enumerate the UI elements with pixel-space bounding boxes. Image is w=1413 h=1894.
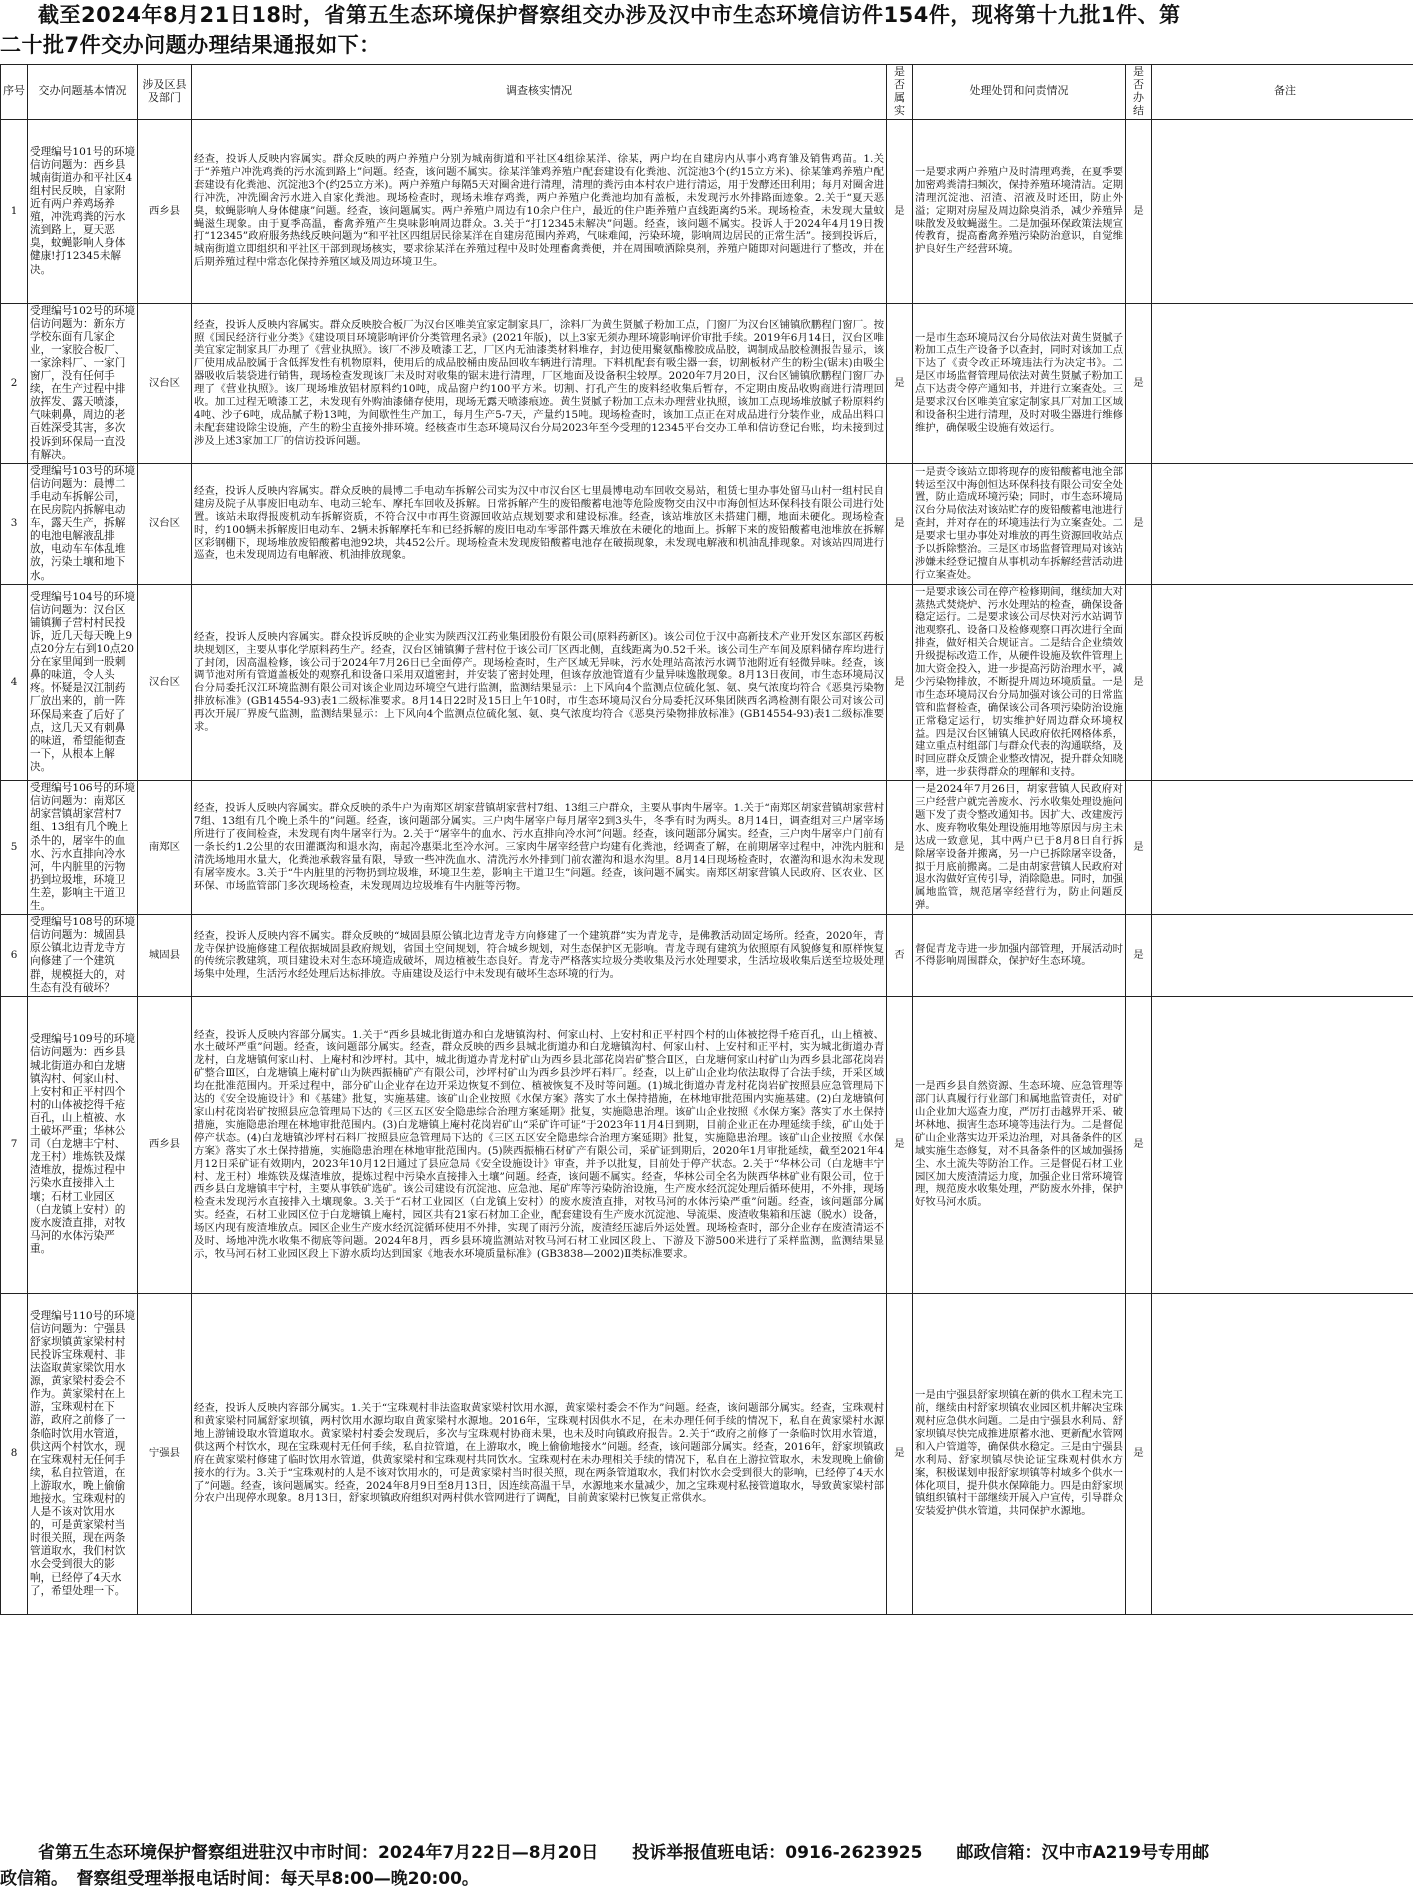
cell-district: 汉台区 — [138, 303, 192, 463]
col-header-no: 序号 — [1, 65, 28, 120]
cell-no: 5 — [1, 781, 28, 915]
cell-handling: 一是由宁强县舒家坝镇在新的供水工程未完工前，继续由村舒家坝镇农业园区机井解决宝珠观村应急供水问题。二是由宁强县水利局、舒家坝镇尽快完成推进原蓄水池、更新配水管网和入户管道等，确保供水稳定。三是由宁强县水利局、舒家坝镇尽快论证宝珠观村供水方案，积极谋划申报舒家坝镇等村域多个供水一体化项目，提升供水保障能力。四是由舒家坝镇组织镇村干部继续开展入户宣传，引导群众安装爱护供水管道，共同保护水源地。 — [913, 1293, 1126, 1614]
cell-handling: 一是市生态环境局汉台分局依法对黄生贤腻子粉加工点生产设备予以查封，同时对该加工点下达了《责令改正环境违法行为决定书》。二是区市场监督管理局依法对黄生贤腻子粉加工点下达责令停产通知书，并进行立案查处。三是要求汉台区唯美宜家定制家具厂对加工区域和设备积尘进行清理，及时对吸尘器进行维修维护，确保吸尘设施有效运行。 — [913, 303, 1126, 463]
cell-is-true: 是 — [887, 584, 913, 781]
cell-handling: 一是2024年7月26日，胡家营镇人民政府对三户经营户就完善废水、污水收集处理设施问题下发了责令整改通知书。因扩大、改建废污水、废弃物收集处理设施用地等原因与房主未达成一致意见，其中两户已于8月8日自行拆除屠宰设备并搬离，另一户已拆除屠宰设备，拟于月底前搬离。二是由胡家营镇人民政府对退水沟做好宣传引导，消除隐患。同时，加强属地监管，规范屠宰经营行为，防止问题反弹。 — [913, 781, 1126, 915]
cell-done: 是 — [1126, 463, 1152, 584]
col-header-result: 调查核实情况 — [192, 65, 887, 120]
cell-basic: 受理编号106号的环境信访问题为：南郑区胡家营镇胡家营村7组、13组有几个晚上杀牛的，屠宰牛的血水、污水直排向冷水河，牛内脏里的污物扔到垃圾堆，环境卫生差，影响主干道卫生。 — [28, 781, 138, 915]
cell-is-true: 否 — [887, 915, 913, 997]
cell-district: 西乡县 — [138, 119, 192, 303]
cell-district: 西乡县 — [138, 996, 192, 1293]
cell-no: 7 — [1, 996, 28, 1293]
cell-basic: 受理编号109号的环境信访问题为：西乡县城北街道办和白龙塘镇沟村、何家山村、上安村和正平村四个村的山体被挖得千疮百孔，山上植被、水土破坏严重；华林公司（白龙塘丰宁村、龙王村）堆炼铁及煤渣堆放，提炼过程中污染水直接排入土壤；石材工业园区（白龙镇上安村）的废水废渣直排，对牧马河的水体污染严重。 — [28, 996, 138, 1293]
cell-is-true: 是 — [887, 781, 913, 915]
cell-done: 是 — [1126, 996, 1152, 1293]
cell-handling: 一是西乡县自然资源、生态环境、应急管理等部门认真履行行业部门和属地监管责任，对矿山企业加大巡查力度，严厉打击越界开采、破坏林地、损害生态环境等违法行为。二是督促矿山企业落实边开采边治理，对具备条件的区域实施生态修复，对不具备条件的区域加强扬尘、水土流失等防治工作。三是督促石材工业园区加大废渣清运力度，加强企业日常环境管理，规范废水收集处理，严防废水外排，保护好牧马河水质。 — [913, 996, 1126, 1293]
cell-done: 是 — [1126, 119, 1152, 303]
cell-result: 经查，投诉人反映内容不属实。群众反映的“城固县原公镇北边青龙寺方向修建了一个建筑群”实为青龙寺，是佛教活动固定场所。经查，2020年，青龙寺保护设施修建工程依据城固县政府规划，省国土空间规划，符合城乡规划，对生态保护区无影响。青龙寺现有建筑为依照原有风貌修复和原样恢复的传统宗教建筑，项目建设未对生态环境造成破坏，周边植被生态良好。青龙寺严格落实垃圾分类收集及污水处理要求，生活垃圾收集后送至垃圾处理场集中处理，生活污水经处理后达标排放。寺庙建设及运行中未发现有破坏生态环境的行为。 — [192, 915, 887, 997]
cell-result: 经查，投诉人反映内容属实。群众反映的杀牛户为南郑区胡家营镇胡家营村7组、13组三户群众，主要从事肉牛屠宰。1.关于“南郑区胡家营镇胡家营村7组、13组有几个晚上杀牛的”问题。经查，该问题部分属实。三户肉牛屠宰户每月屠宰2到3头牛，冬季有时为两头。8月14日，调查组对三户屠宰场所进行了夜间检查，未发现有肉牛屠宰行为。2.关于“屠宰牛的血水、污水直排向冷水河”问题。经查，该问题部分属实。经查，三户肉牛屠宰户门前有一条长约1.2公里的农田灌溉沟和退水沟，南起冷惠渠北至冷水河。三家肉牛屠宰经营户均建有化粪池，经调查了解，在前期屠宰过程中，冲洗内脏和清洗场地用水量大，化粪池承载容量有限，导致一些冲洗血水、清洗污水外排到门前农灌沟和退水沟里。8月14日现场检查时，农灌沟和退水沟未发现有屠宰废水。3.关于“牛内脏里的污物扔到垃圾堆，环境卫生差，影响主干道卫生”问题。经查，该问题不属实。南郑区胡家营镇人民政府、区农业、区环保、市场监管部门多次现场检查，未发现周边垃圾堆有牛内脏等污物。 — [192, 781, 887, 915]
cell-remark — [1152, 119, 1413, 303]
cell-result: 经查，投诉人反映内容属实。群众反映胶合板厂为汉台区唯美宜家定制家具厂，涂料厂为黄生贤腻子粉加工点，门窗厂为汉台区铺镇欣鹏程门窗厂。按照《国民经济行业分类》《建设项目环境影响评价分类管理名录》(2021年版)，以上3家无须办理环境影响评价审批手续。2019年6月14日，汉台区唯美宜家定制家具厂办理了《营业执照》。该厂不涉及喷漆工艺，厂区内无油漆类材料堆存，封边使用聚氨酯橡胶成品胶，调制成品胶检测报告显示，该厂使用成品胶属于含低挥发性有机物原料，使用后的成品胶桶由废品回收车辆进行清理。下料机配套有吸尘器一套，切割板材产生的粉尘(锯末)由吸尘器吸收后装袋进行销售，现场检查发现该厂未及时对收集的锯末进行清理，厂区地面及设备积尘较厚。2020年7月20日，汉台区铺镇欣鹏程门窗厂办理了《营业执照》。该厂现场堆放铝材原料约10吨，成品窗户约100平方米。切割、打孔产生的废料经收集后暂存，不定期由废品收购商进行清理回收。加工过程无喷漆工艺，未发现有外购油漆储存使用，现场无露天喷漆痕迹。黄生贤腻子粉加工点未办理营业执照，该加工点现场堆放腻子粉原料约4吨、沙子6吨，成品腻子粉13吨，为间歇性生产加工，每月生产5-7天，产量约15吨。现场检查时，该加工点正在对成品进行分装作业，成品出料口未配套建设除尘设施，产生的粉尘直接外排环境。经核查市生态环境局汉台分局2023年至今受理的12345平台交办工单和信访登记台账，均未接到过涉及上述3家加工厂的信访投诉问题。 — [192, 303, 887, 463]
cell-basic: 受理编号108号的环境信访问题为：城固县原公镇北边青龙寺方向修建了一个建筑群，规模挺大的，对生态有没有破坏？ — [28, 915, 138, 997]
footer-line-1: 省第五生态环境保护督察组进驻汉中市时间：2024年7月22日—8月20日 投诉举报值班电话：0916-2623925 邮政信箱：汉中市A219号专用邮 — [38, 1843, 1210, 1863]
cell-done: 是 — [1126, 584, 1152, 781]
table-row — [1, 303, 1413, 463]
cell-handling: 一是责令该站立即将现存的废铅酸蓄电池全部转运至汉中海创恒达环保科技有限公司安全处置，防止造成环境污染；同时，市生态环境局汉台分局依法对该站贮存的废铅酸蓄电池进行查封，并对存在的环境违法行为立案查处。二是要求七里办事处对堆放的再生资源回收站点予以拆除整治。三是区市场监督管理局对该站涉嫌未经登记擅自从事机动车拆解经营活动进行立案查处。 — [913, 463, 1126, 584]
col-header-remark: 备注 — [1152, 65, 1413, 120]
cell-basic: 受理编号104号的环境信访问题为：汉台区铺镇狮子营村村民投诉，近几天每天晚上9点20分左右到10点20分在家里闻到一股刺鼻的味道，令人头疼。怀疑是汉江制药厂放出来的，前一阵环保局来查了后好了点，这几天又有刺鼻的味道，希望能彻查一下，从根本上解决。 — [28, 584, 138, 781]
cell-remark — [1152, 996, 1413, 1293]
cell-basic: 受理编号110号的环境信访问题为：宁强县舒家坝镇黄家梁村村民投诉宝珠观村、非法盗取黄家梁饮用水源，黄家梁村委会不作为。黄家梁村在上游，宝珠观村在下游，政府之前修了一条临时饮用水管道，供这两个村饮水，现在宝珠观村无任何手续，私自拉管道，在上游取水，晚上偷偷地接水。宝珠观村的人是不该对饮用水的，可是黄家梁村当时很关照，现在两条管道取水，我们村饮水会受到很大的影响，已经停了4天水了，希望处理一下。 — [28, 1293, 138, 1614]
cell-district: 汉台区 — [138, 463, 192, 584]
cell-handling: 督促青龙寺进一步加强内部管理，开展活动时不得影响周围群众，保护好生态环境。 — [913, 915, 1126, 997]
cell-result: 经查，投诉人反映内容属实。群众反映的晨博二手电动车拆解公司实为汉中市汉台区七里晨博电动车回收交易站，租赁七里办事处留马山村一组村民自建房及院子从事废旧电动车、电动三轮车、摩托车回收及拆解。日常拆解产生的废铅酸蓄电池等危险废物交由汉中市海创恒达环保科技有限公司进行处置。该站未取得报废机动车拆解资质，不符合汉中市再生资源回收站点规划要求和建设标准。经查，该站堆放区未搭建门棚，地面未硬化。现场检查时，约100辆未拆解废旧电动车、2辆未拆解摩托车和已经拆解的废旧电动车零部件露天堆放在未硬化的地面上。拆解下来的废铅酸蓄电池堆放在拆解区彩钢棚下，现场堆放废铅酸蓄电池92块，共452公斤。现场检查未发现废铅酸蓄电池存在破损现象，未发现电解液和机油乱排现象。对该站四周进行巡查，也未发现周边有电解液、机油排放现象。 — [192, 463, 887, 584]
cell-result: 经查，投诉人反映内容属实。群众反映的两户养殖户分别为城南街道和平社区4组徐某洋、徐某，两户均在自建房内从事小鸡育雏及销售鸡苗。1.关于“养殖户冲洗鸡粪的污水流到路上”问题。经查，该问题不属实。徐某洋雏鸡养殖户配套建设有化粪池、沉淀池3个(约15立方米)、徐某雏鸡养殖户配套建设有化粪池、沉淀池3个(约25立方米)。两户养殖户每隔5天对圈舍进行清理，清理的粪污由本村农户进行清运，用于发酵还田利用；每月对圈舍进行冲洗，冲洗圈舍污水进入自家化粪池。现场检查时，现场未堆存鸡粪，两户养殖户化粪池均加有盖板，未发现污水外排路面迹象。2.关于“夏天恶臭，蚊蝇影响人身体健康”问题。经查，该问题属实。两户养殖户周边有10余户住户，最近的住户距养殖户直线距离约5米。现场检查，未发现大量蚊蝇滋生现象。由于夏季高温，畜禽养殖产生臭味影响周边群众。3.关于“打12345未解决”问题。经查，该问题不属实。投诉人于2024年4月19日拨打“12345”政府服务热线反映问题为“和平社区四组居民徐某洋在自建房范围内养鸡，气味难闻，污染环境，影响周边居民的正常生活”。接到投诉后，城南街道立即组织和平社区干部到现场核实，要求徐某洋在养殖过程中及时处理畜禽粪便，并在周围喷洒除臭剂，养殖户随即对问题进行了整改，并在后期养殖过程中常态化保持养殖区域及周边环境卫生。 — [192, 119, 887, 303]
cell-district: 城固县 — [138, 915, 192, 997]
col-header-basic: 交办问题基本情况 — [28, 65, 138, 120]
cell-basic: 受理编号101号的环境信访问题为：西乡县城南街道办和平社区4组村民反映，自家附近有两户养鸡场养殖，冲洗鸡粪的污水流到路上，夏天恶臭，蚊蝇影响人身体健康!打12345未解决。 — [28, 119, 138, 303]
cell-basic: 受理编号103号的环境信访问题为：晨博二手电动车拆解公司，在民房院内拆解电动车，露天生产，拆解的电池电解液乱排放，电动车车体乱堆放，污染土壤和地下水。 — [28, 463, 138, 584]
cell-district: 南郑区 — [138, 781, 192, 915]
cell-result: 经查，投诉人反映内容部分属实。1.关于“西乡县城北街道办和白龙塘镇沟村、何家山村、上安村和正平村四个村的山体被挖得千疮百孔，山上植被、水土破坏严重”问题。经查，该问题部分属实。经查，群众反映的西乡县城北街道办和白龙塘镇沟村、何家山村、上安村和正平村，实为城北街道办青龙村，白龙塘镇何家山村、上庵村和沙坪村。其中，城北街道办青龙村矿山为西乡县北部花岗岩矿整合Ⅱ区，白龙塘何家山村矿山为西乡县北部花岗岩矿整合Ⅲ区，白龙塘镇上庵村矿山为陕西振楠矿产有限公司，沙坪村矿山为西乡县沙坪石料厂。经查，以上矿山企业均依法取得了合法手续，开采区域均在批准范围内。开采过程中，部分矿山企业存在边开采边恢复不到位、植被恢复不及时等问题。(1)城北街道办青龙村花岗岩矿按照县应急管理局下达的《安全设施设计》和《基建》批复，实施基建。该矿山企业按照《水保方案》落实了水土保持措施，在林地审批范围内实施基建。(2)白龙塘镇何家山村花岗岩矿按照县应急管理局下达的《三区五区安全隐患综合治理方案延期》批复，实施隐患治理。该矿山企业按照《水保方案》落实了水土保持措施，实施隐患治理在林地审批范围内。(3)白龙塘镇上庵村花岗岩矿山“采矿许可证”于2023年11月4日到期，目前企业正在办理延续手续，矿山处于停产状态。(4)白龙塘镇沙坪村石料厂按照县应急管理局下达的《三区五区安全隐患综合治理方案延期》批复，实施隐患治理。该矿山企业按照《水保方案》落实了水土保持措施，实施隐患治理在林地审批范围内。(5)陕西振楠石材矿产有限公司，采矿证到期后，2020年1月审批延续，截至2021年4月12日采矿证有效期内，2023年10月12日通过了县应急局《安全设施设计》审查，并予以批复，目前处于停产状态。2.关于“华林公司（白龙塘丰宁村、龙王村）堆炼铁及煤渣堆放，提炼过程中污染水直接排入土壤”问题。经查，该问题不属实。经查，华林公司全名为陕西华林矿业有限公司，位于西乡县白龙塘镇丰宁村，主要从事铁矿选矿。该公司建设有沉淀池、应急池、尾矿库等污染防治设施，生产废水经沉淀处理后循环使用，不外排，现场检查未发现污水直接排入土壤现象。3.关于“石材工业园区（白龙镇上安村）的废水废渣直排，对牧马河的水体污染严重”问题。经查，该问题部分属实。经查，石材工业园区位于白龙塘镇上庵村，园区共有21家石材加工企业，配套建设有生产废水沉淀池、导流渠、废渣收集箱和压滤（脱水）设备，场区内现有废渣堆放点。园区企业生产废水经沉淀循环使用不外排，实现了雨污分流，废渣经压滤后外运处置。现场检查时，部分企业存在废渣清运不及时、场地冲洗水收集不彻底等问题。2024年8月，西乡县环境监测站对牧马河石材工业园区段上、下游及下游500米进行了采样监测，监测结果显示，牧马河石材工业园区段上下游水质均达到国家《地表水环境质量标准》(GB3838—2002)Ⅱ类标准要求。 — [192, 996, 887, 1293]
cell-remark — [1152, 915, 1413, 997]
cell-no: 4 — [1, 584, 28, 781]
table-row — [1, 119, 1413, 303]
table-row — [1, 463, 1413, 584]
col-header-district: 涉及区县及部门 — [138, 65, 192, 120]
cell-result: 经查，投诉人反映内容部分属实。1.关于“宝珠观村非法盗取黄家梁村饮用水源，黄家梁村委会不作为”问题。经查，该问题部分属实。经查，宝珠观村和黄家梁村同属舒家坝镇，两村饮用水源均取自黄家梁村水源地。2016年，宝珠观村因供水不足，在未办理任何手续的情况下，私自在黄家梁村水源地上游铺设取水管道取水。黄家梁村村委会发现后，多次与宝珠观村协商未果，也未及时向镇政府报告。2.关于“政府之前修了一条临时饮用水管道，供这两个村饮水，现在宝珠观村无任何手续，私自拉管道，在上游取水，晚上偷偷地接水”问题。经查，该问题部分属实。经查，2016年，舒家坝镇政府在黄家梁村修建了临时饮用水管道，供黄家梁村和宝珠观村共同饮水。宝珠观村在未办理相关手续的情况下，私自在上游拉管取水，未发现晚上偷偷接水的行为。3.关于“宝珠观村的人是不该对饮用水的，可是黄家梁村当时很关照，现在两条管道取水，我们村饮水会受到很大的影响，已经停了4天水了”问题。经查，该问题属实。经查，2024年8月9日至8月13日，因连续高温干旱，水源地来水量减少，加之宝珠观村私接管道取水，导致黄家梁村部分农户出现停水现象。8月13日，舒家坝镇政府组织对两村供水管网进行了调配，目前黄家梁村已恢复正常供水。 — [192, 1293, 887, 1614]
cell-no: 2 — [1, 303, 28, 463]
table-row — [1, 1293, 1413, 1614]
header-line-2: 二十批7件交办问题办理结果通报如下： — [0, 33, 381, 57]
cell-no: 1 — [1, 119, 28, 303]
table-header-row — [1, 65, 1413, 120]
cell-handling: 一是要求两户养殖户及时清理鸡粪，在夏季要加密鸡粪清扫频次，保持养殖环境清洁。定期清理沉淀池、沼渣、沼液及时还田，防止外溢；定期对房屋及周边除臭消杀，减少养殖异味散发及蚊蝇滋生。二是加强环保政策法规宣传教育，提高畜禽养殖污染防治意识，自觉维护良好生产经营环境。 — [913, 119, 1126, 303]
cell-basic: 受理编号102号的环境信访问题为：新东方学校东面有几家企业，一家胶合板厂、一家涂料厂、一家门窗厂，没有任何手续，在生产过程中排放挥发、露天喷漆，气味刺鼻，周边的老百姓深受其害，多次投诉到环保局一直没有解决。 — [28, 303, 138, 463]
cell-done: 是 — [1126, 915, 1152, 997]
table-row — [1, 915, 1413, 997]
cell-district: 宁强县 — [138, 1293, 192, 1614]
cell-no: 3 — [1, 463, 28, 584]
cell-no: 6 — [1, 915, 28, 997]
cell-handling: 一是要求该公司在停产检修期间，继续加大对蒸热式焚烧炉、污水处理站的检查，确保设备稳定运行。二是要求该公司尽快对污水站调节池观察孔、设备口及检修观察口再次进行全面排查，做好相关合规证言。二是结合企业绩效升级提标改造工作，从硬件设施及软件管理上加大资金投入，进一步提高污防治理水平，减少污染物排放，不断提升周边环境质量。一是市生态环境局汉台分局加强对该公司的日常监管和监督检查，确保该公司各项污染防治设施正常稳定运行，切实维护好周边群众环境权益。四是汉台区铺镇人民政府依托网格体系，建立重点村组部门与群众代表的沟通联络，及时回应群众反馈企业整改情况，提升群众知晓率，进一步获得群众的理解和支持。 — [913, 584, 1126, 781]
table-row — [1, 584, 1413, 781]
report-header — [0, 0, 1413, 62]
cell-is-true: 是 — [887, 463, 913, 584]
cell-is-true: 是 — [887, 996, 913, 1293]
cell-district: 汉台区 — [138, 584, 192, 781]
report-footer — [0, 1840, 1413, 1894]
cell-done: 是 — [1126, 303, 1152, 463]
cell-done: 是 — [1126, 1293, 1152, 1614]
col-header-done: 是否办结 — [1126, 65, 1152, 120]
cell-is-true: 是 — [887, 303, 913, 463]
table-row — [1, 996, 1413, 1293]
cell-remark — [1152, 303, 1413, 463]
cell-remark — [1152, 1293, 1413, 1614]
cell-remark — [1152, 463, 1413, 584]
col-header-handling: 处理处罚和问责情况 — [913, 65, 1126, 120]
cell-remark — [1152, 781, 1413, 915]
issues-table — [0, 64, 1413, 1615]
cell-no: 8 — [1, 1293, 28, 1614]
footer-line-2: 政信箱。 督察组受理举报电话时间：每天早8:00—晚20:00。 — [0, 1869, 479, 1889]
cell-is-true: 是 — [887, 119, 913, 303]
header-line-1: 截至2024年8月21日18时，省第五生态环境保护督察组交办涉及汉中市生态环境信访件154件，现将第十九批1件、第 — [38, 3, 1181, 27]
cell-result: 经查，投诉人反映内容属实。群众投诉反映的企业实为陕西汉江药业集团股份有限公司(原料药新区)。该公司位于汉中高新技术产业开发区东部区药板块规划区，主要从事化学原料药生产。经查，汉台区铺镇狮子营村位于该公司厂区西北侧，直线距离为0.52千米。该公司生产车间及原料储存库均进行了封闭，因高温检修，该公司于2024年7月26日已全面停产。现场检查时，生产区域无异味，污水处理站高浓污水调节池附近有轻微异味。经查，该调节池对所有管道盖板处的观察孔和设备口采用双道密封，并安装了密封处理，但该存放池管道有少量异味逸散现象。8月13日夜间，市生态环境局汉台分局委托汉江环境监测有限公司对该企业周边环境空气进行监测，监测结果显示：上下风向4个监测点位硫化氢、氨、臭气浓度均符合《恶臭污染物排放标准》(GB14554-93)表1二级标准要求。8月14日22时及15日上午10时，市生态环境局汉台分局委托汉环集团陕西名鸿检测有限公司对该公司再次开展厂界废气监测，监测结果显示：上下风向4个监测点位硫化氢、氨、臭气浓度均符合《恶臭污染物排放标准》(GB14554-93)表1二级标准要求。 — [192, 584, 887, 781]
cell-is-true: 是 — [887, 1293, 913, 1614]
col-header-is-true: 是否属实 — [887, 65, 913, 120]
cell-remark — [1152, 584, 1413, 781]
cell-done: 是 — [1126, 781, 1152, 915]
table-row — [1, 781, 1413, 915]
